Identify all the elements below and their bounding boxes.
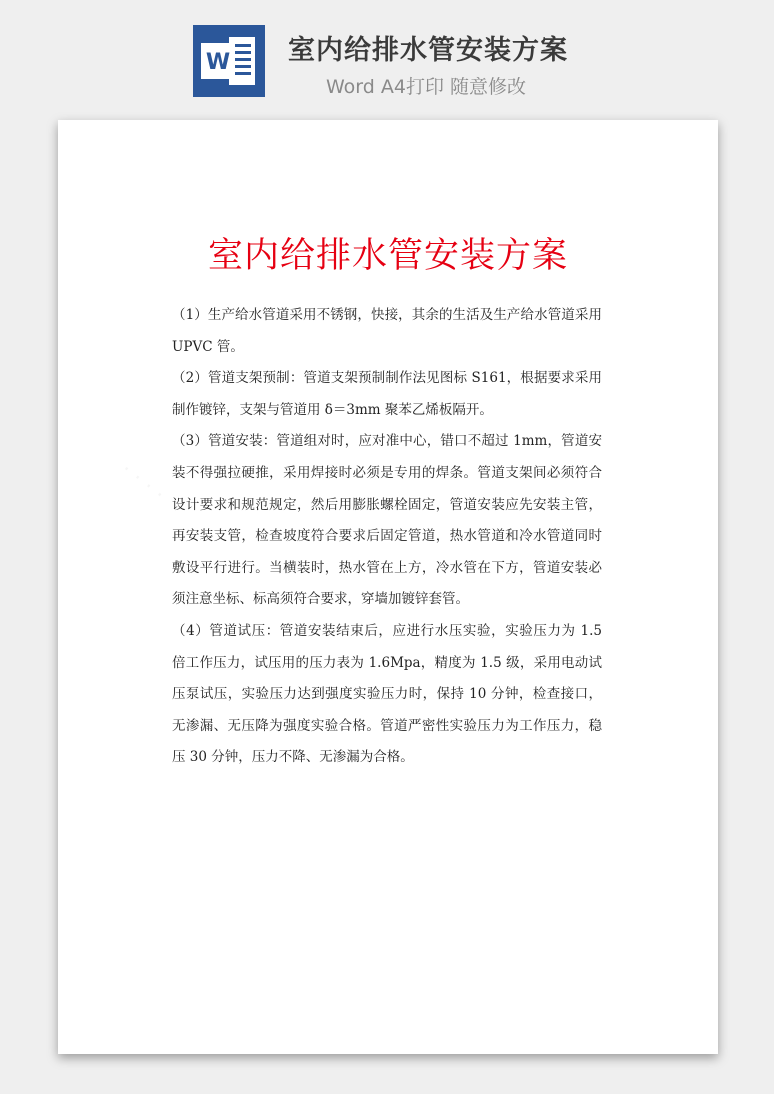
paragraph-3: （3）管道安装：管道组对时，应对准中心，错口不超过 1mm，管道安装不得强拉硬推，采用焊接时必须是专用的焊条。管道支架间必须符合设计要求和规范规定，然后用膨胀螺栓固定，管道安装应先安装主管，再安装支管，检查坡度符合要求后固定管道，热水管道和冷水管道同时敷设平行进行。当横装时，热水管在上方，冷水管在下方，管道安装必须注意坐标、标高须符合要求，穿墙加镀锌套管。 xyxy=(172,433,602,608)
word-icon-letter: W xyxy=(205,50,231,75)
paragraph-1: （1）生产给水管道采用不锈钢，快接，其余的生活及生产给水管道采用 UPVC 管。 xyxy=(172,307,602,355)
header-subtitle: Word A4打印 随意修改 xyxy=(326,76,527,98)
paragraph-4: （4）管道试压：管道安装结束后，应进行水压实验，实验压力为 1.5 倍工作压力，试压用的压力表为 1.6Mpa，精度为 1.5 级，采用电动试压泵试压，实验压力达到强度实验压力时，保持 10 分钟，检查接口，无渗漏、无压降为强度实验合格。管道严密性实验压力为工作压力，稳压 30 分钟，压力不降、无渗漏为合格。 xyxy=(172,622,602,766)
document-page xyxy=(58,120,718,1054)
header-title: 室内给排水管安装方案 xyxy=(288,35,568,66)
paragraph-2: （2）管道支架预制：管道支架预制制作法见图标 S161，根据要求采用制作镀锌，支架与管道用 δ＝3mm 聚苯乙烯板隔开。 xyxy=(172,370,602,418)
document-body xyxy=(172,300,602,774)
header xyxy=(0,0,774,118)
document-title: 室内给排水管安装方案 xyxy=(207,236,568,276)
word-document-icon xyxy=(193,25,265,97)
watermark xyxy=(115,458,169,508)
